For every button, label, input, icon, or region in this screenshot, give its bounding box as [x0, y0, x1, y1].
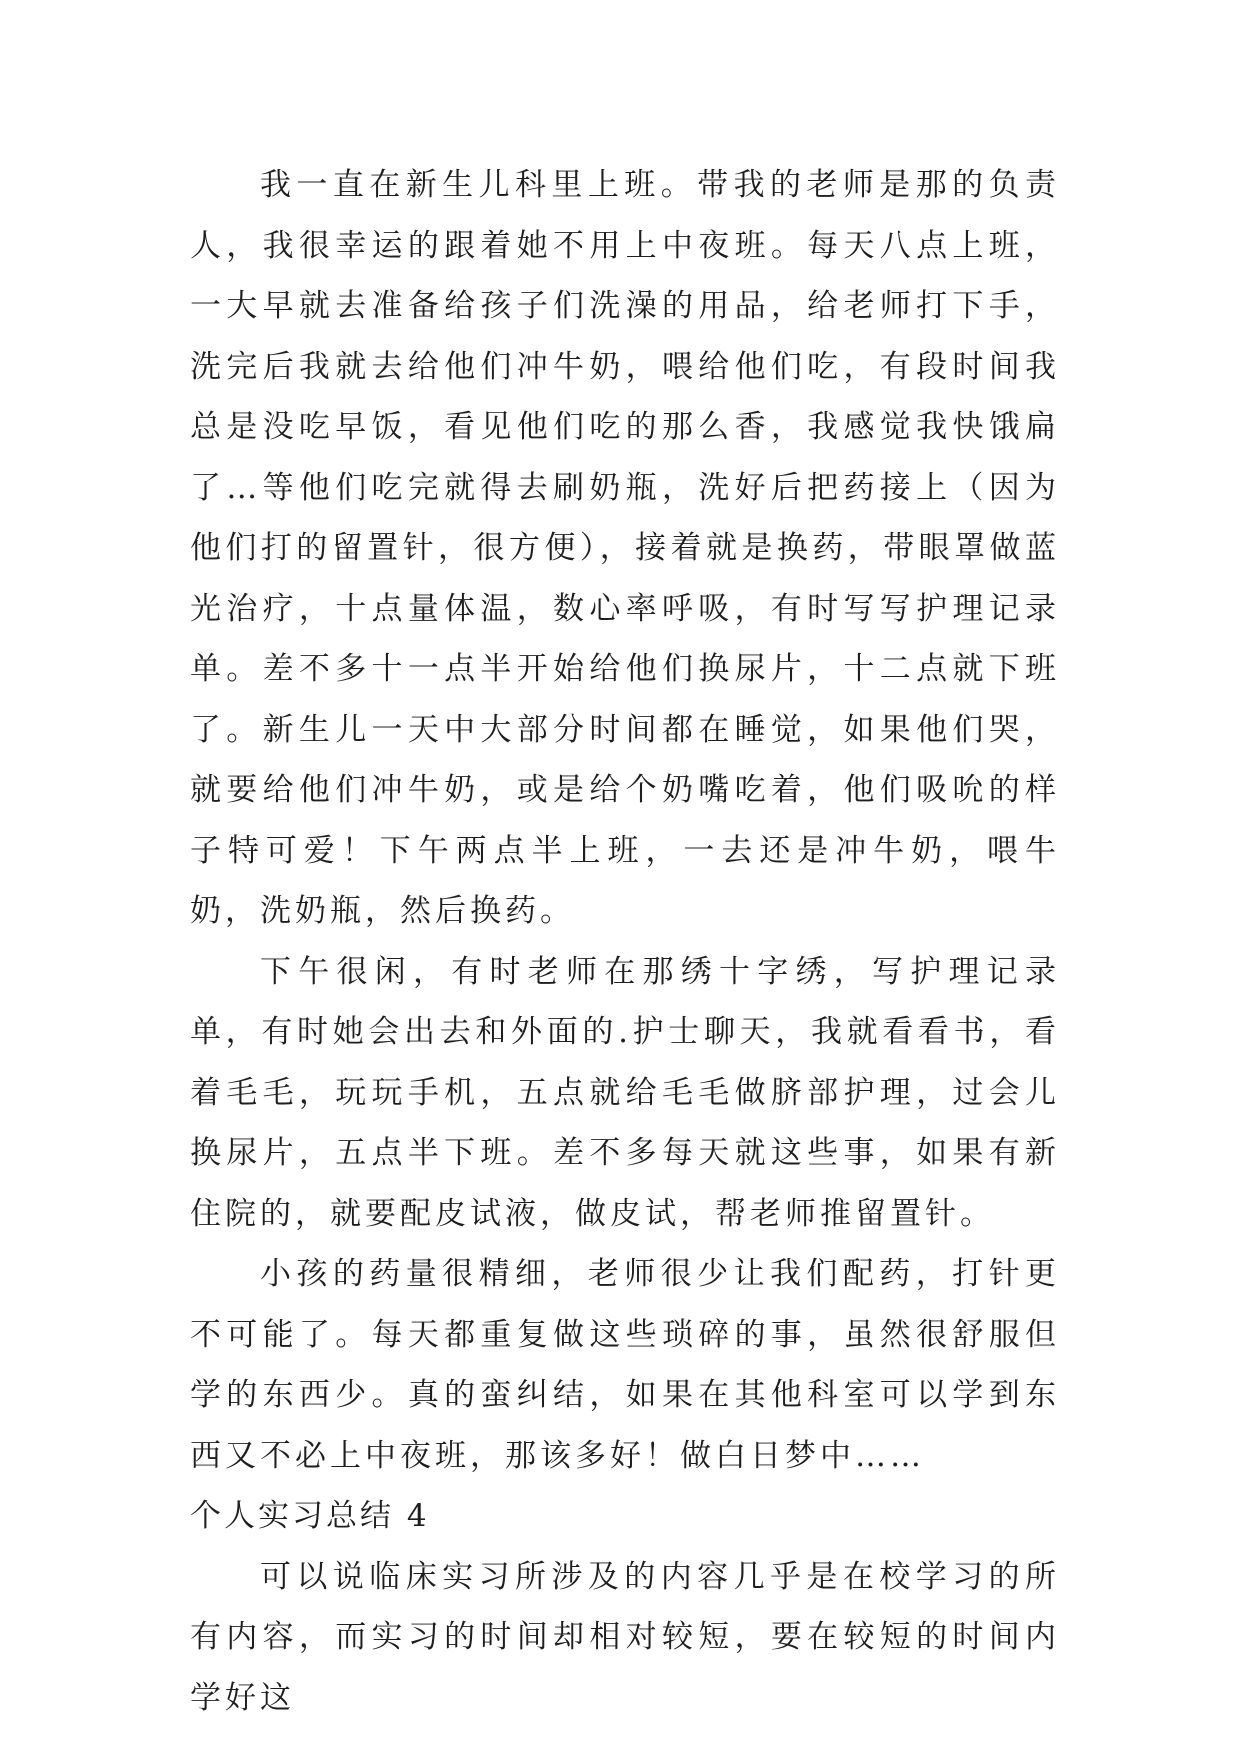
paragraph-afternoon-routine: 下午很闲，有时老师在那绣十字绣，写护理记录单，有时她会出去和外面的.护士聊天，我就看看书，看着毛毛，玩玩手机，五点就给毛毛做脐部护理，过会儿换尿片，五点半下班。差不多每天就这些事，如果有新住院的，就要配皮试液，做皮试，帮老师推留置针。	[190, 953, 1060, 1232]
section-heading: 个人实习总结 4	[190, 1498, 430, 1534]
paragraph-reflection: 小孩的药量很精细，老师很少让我们配药，打针更不可能了。每天都重复做这些琐碎的事，虽然很舒服但学的东西少。真的蛮纠结，如果在其他科室可以学到东西又不必上中夜班，那该多好！做白日梦中……	[190, 1256, 1060, 1474]
paragraph-clinical-internship: 可以说临床实习所涉及的内容几乎是在校学习的所有内容，而实习的时间却相对较短，要在较短的时间内学好这	[190, 1558, 1060, 1716]
document-body	[190, 155, 1060, 1728]
paragraph-newborn-ward-routine: 我一直在新生儿科里上班。带我的老师是那的负责人，我很幸运的跟着她不用上中夜班。每天八点上班，一大早就去准备给孩子们洗澡的用品，给老师打下手，洗完后我就去给他们冲牛奶，喂给他们吃，有段时间我总是没吃早饭，看见他们吃的那么香，我感觉我快饿扁了…等他们吃完就得去刷奶瓶，洗好后把药接上（因为他们打的留置针，很方便），接着就是换药，带眼罩做蓝光治疗，十点量体温，数心率呼吸，有时写写护理记录单。差不多十一点半开始给他们换尿片，十二点就下班了。新生儿一天中大部分时间都在睡觉，如果他们哭，就要给他们冲牛奶，或是给个奶嘴吃着，他们吸吮的样子特可爱！下午两点半上班，一去还是冲牛奶，喂牛奶，洗奶瓶，然后换药。	[190, 167, 1060, 929]
